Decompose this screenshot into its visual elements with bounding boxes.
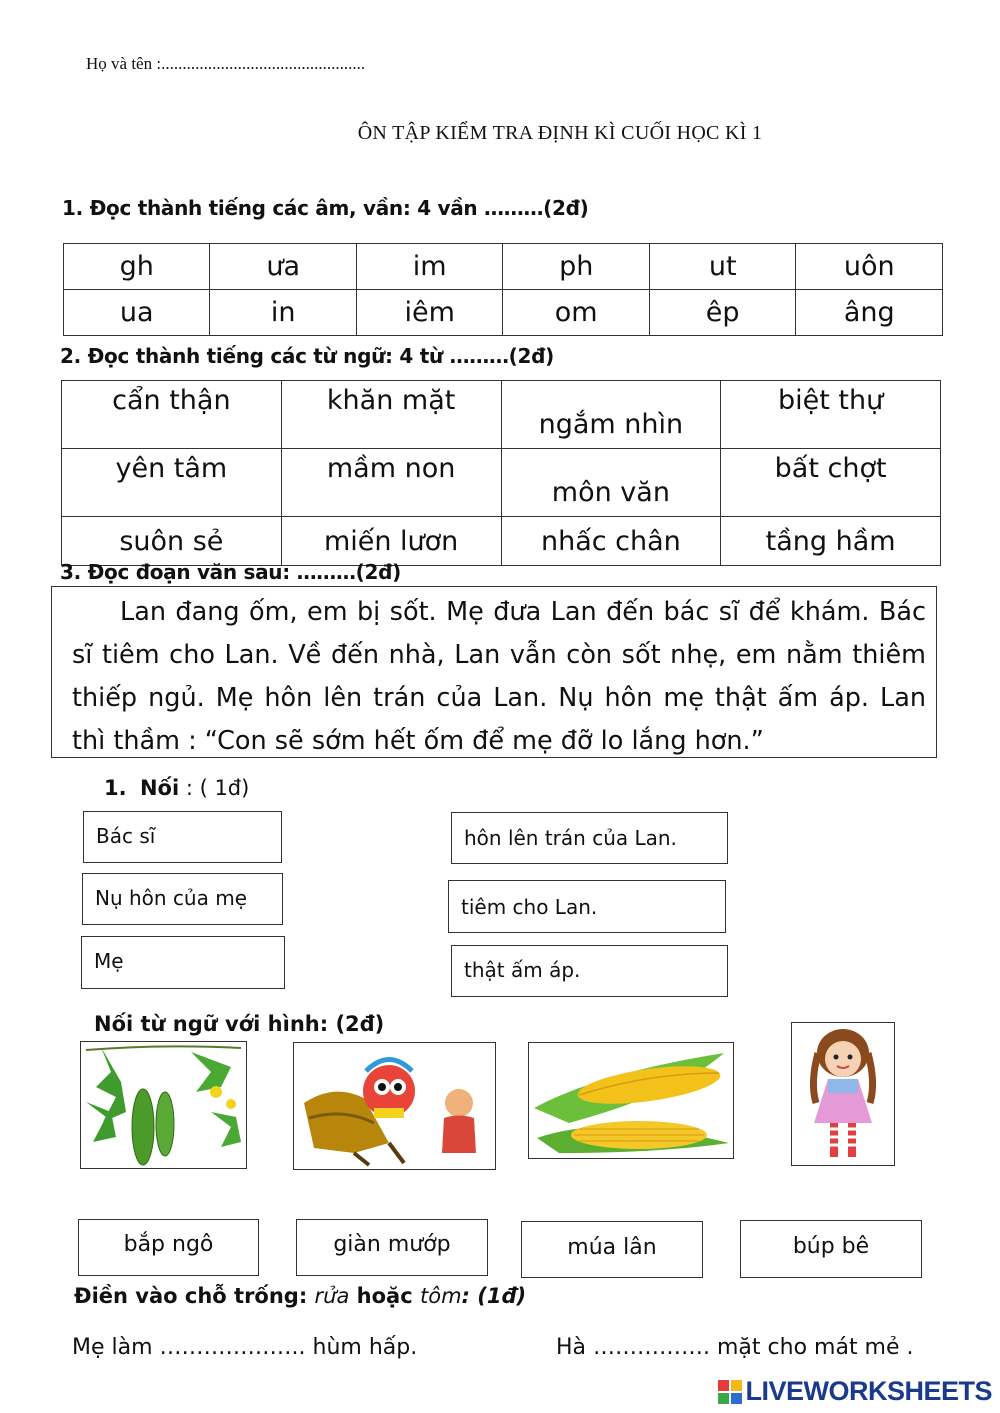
word-label: búp bê: [792, 1234, 870, 1259]
table-cell: khăn mặt: [281, 381, 501, 449]
match-right-label: hôn lên trán của Lan.: [464, 826, 677, 850]
doll-picture[interactable]: [791, 1022, 895, 1166]
match-right-label: thật ấm áp.: [464, 958, 581, 982]
fill-word1: rửa: [314, 1284, 350, 1308]
doll-icon: [792, 1023, 894, 1165]
fill-heading: [74, 1284, 526, 1308]
table-row: [64, 290, 943, 336]
table-cell: ut: [649, 244, 795, 290]
match-right-label: tiêm cho Lan.: [461, 895, 598, 919]
table-cell: ưa: [210, 244, 356, 290]
loofah-vine-picture[interactable]: [80, 1041, 247, 1169]
match-left-label: Mẹ: [94, 949, 124, 973]
table-row: [62, 449, 941, 517]
table-cell: bất chợt: [721, 449, 941, 517]
pictures-heading: Nối từ ngữ với hình: (2đ): [94, 1012, 385, 1036]
match-left-label: Bác sĩ: [96, 824, 156, 848]
liveworksheets-badge-icon: [718, 1380, 742, 1404]
reading-passage: Lan đang ốm, em bị sốt. Mẹ đưa Lan đến bác sĩ để khám. Bác sĩ tiêm cho Lan. Về đến nhà, Lan vẫn còn sốt nhẹ, em nằm thiêm thiếp ngủ. Mẹ hôn lên trán của Lan. Nụ hôn mẹ thật ấm áp. Lan thì thầm : “Con sẽ sớm hết ốm để mẹ đỡ lo lắng hơn.”: [51, 586, 937, 758]
table-cell: cẩn thận: [62, 381, 282, 449]
table-row: [62, 517, 941, 566]
word-box-2[interactable]: [296, 1219, 488, 1276]
word-label: múa lân: [567, 1235, 657, 1260]
table-cell: tầng hầm: [721, 517, 941, 566]
corn-icon: [529, 1043, 733, 1158]
student-name-line: Họ và tên :................................................: [86, 54, 366, 73]
corn-picture[interactable]: [528, 1042, 734, 1159]
table-cell: om: [503, 290, 649, 336]
liveworksheets-logo: [718, 1376, 992, 1407]
table-cell: êp: [649, 290, 795, 336]
table-cell: yên tâm: [62, 449, 282, 517]
fill-heading-c: : (1đ): [461, 1284, 527, 1308]
liveworksheets-text: LIVEWORKSHEETS: [745, 1376, 992, 1406]
table-cell: biệt thự: [721, 381, 941, 449]
word-box-3[interactable]: [521, 1221, 703, 1278]
section2-heading: 2. Đọc thành tiếng các từ ngữ: 4 từ ………(2đ): [60, 344, 554, 368]
match-heading: [104, 776, 249, 800]
fill-heading-b: hoặc: [349, 1284, 420, 1308]
table-row: [62, 381, 941, 449]
words-table: [61, 380, 941, 566]
lion-dance-picture[interactable]: [293, 1042, 496, 1170]
table-cell: nhấc chân: [501, 517, 721, 566]
table-cell: in: [210, 290, 356, 336]
table-cell: iêm: [356, 290, 502, 336]
table-cell: miến lươn: [281, 517, 501, 566]
table-cell: im: [356, 244, 502, 290]
table-cell: ua: [64, 290, 210, 336]
page-title: ÔN TẬP KIỂM TRA ĐỊNH KÌ CUỐI HỌC KÌ 1: [357, 122, 763, 144]
table-cell: ph: [503, 244, 649, 290]
fill-word2: tôm: [419, 1284, 462, 1308]
match-right-2[interactable]: [448, 880, 726, 933]
table-cell: uôn: [796, 244, 943, 290]
fill-sentence-1[interactable]: Mẹ làm ……………….. hùm hấp.: [72, 1335, 418, 1360]
table-cell: ngắm nhìn: [501, 381, 721, 449]
word-label: bắp ngô: [123, 1232, 214, 1257]
section1-heading: 1. Đọc thành tiếng các âm, vần: 4 vần ………(2đ): [62, 196, 589, 220]
word-label: giàn mướp: [333, 1232, 451, 1257]
fill-heading-a: Điền vào chỗ trống:: [74, 1284, 315, 1308]
match-heading-word: Nối: [139, 776, 180, 800]
match-left-1[interactable]: [83, 811, 282, 863]
sounds-table: [63, 243, 943, 336]
loofah-icon: [81, 1042, 246, 1168]
table-cell: môn văn: [501, 449, 721, 517]
table-cell: gh: [64, 244, 210, 290]
match-left-2[interactable]: [82, 873, 283, 925]
table-row: [64, 244, 943, 290]
match-left-3[interactable]: [81, 936, 285, 989]
table-cell: suôn sẻ: [62, 517, 282, 566]
match-right-3[interactable]: [451, 945, 728, 997]
match-right-1[interactable]: [451, 812, 728, 864]
match-left-label: Nụ hôn của mẹ: [95, 886, 248, 910]
word-box-4[interactable]: [740, 1220, 922, 1278]
table-cell: âng: [796, 290, 943, 336]
word-box-1[interactable]: [78, 1219, 259, 1276]
fill-sentence-2[interactable]: Hà ……………. mặt cho mát mẻ .: [556, 1335, 914, 1360]
match-heading-points: : ( 1đ): [179, 776, 250, 800]
lion-dance-icon: [294, 1043, 495, 1169]
table-cell: mầm non: [281, 449, 501, 517]
match-heading-num: 1.: [104, 776, 127, 800]
section3-heading: 3. Đọc đoạn văn sau: ………(2đ): [60, 560, 401, 584]
